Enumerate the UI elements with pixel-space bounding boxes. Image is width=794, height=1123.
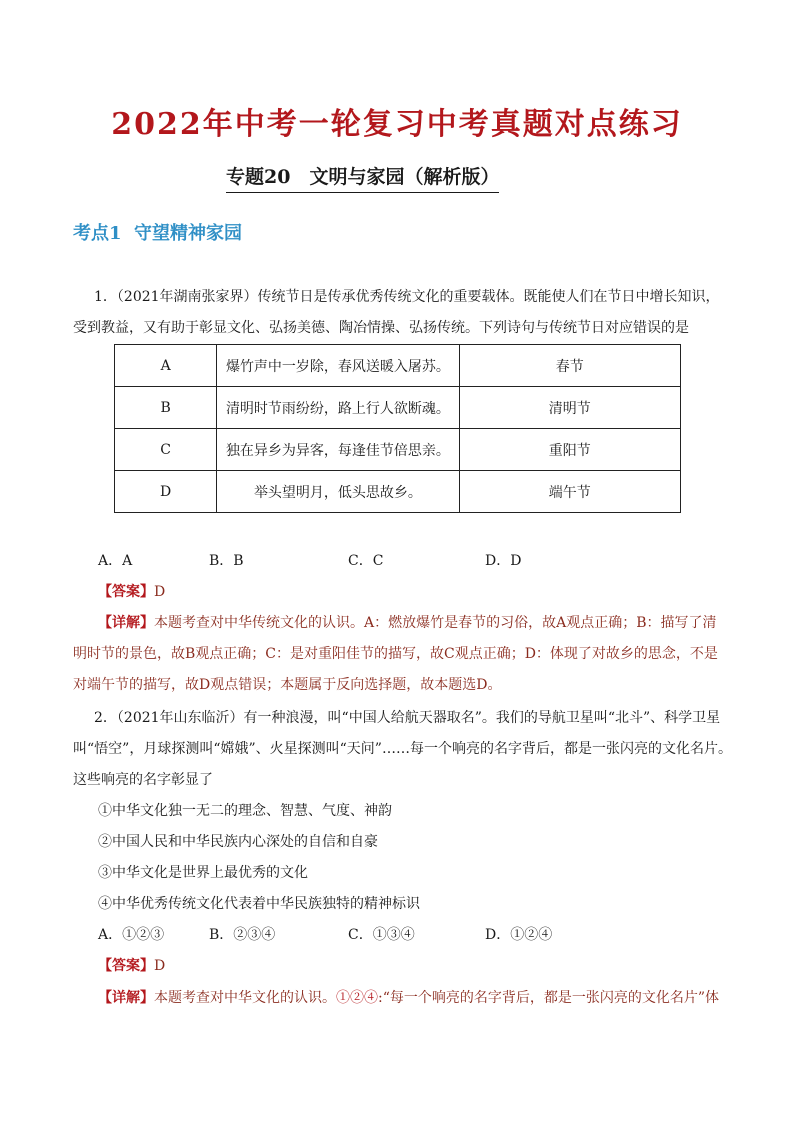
row-festival: 重阳节 <box>459 429 680 471</box>
q2-detail-line1 <box>98 988 719 1008</box>
detail-tag: 【详解】 <box>98 615 154 631</box>
q1-table <box>114 344 681 513</box>
row-letter: D <box>115 471 217 513</box>
q1-option-b: B．B <box>209 553 244 569</box>
row-letter: B <box>115 387 217 429</box>
q2-stem-line2: 叫“悟空”，月球探测叫“嫦娥”、火星探测叫“天问”……每一个响亮的名字背后，都是一张闪亮的文化名片。 <box>73 741 732 757</box>
section-heading: 考点1 守望精神家园 <box>73 223 243 244</box>
q1-answer <box>98 582 165 602</box>
row-poem: 爆竹声中一岁除，春风送暖入屠苏。 <box>217 345 459 387</box>
answer-tag: 【答案】 <box>98 584 154 600</box>
answer-tag: 【答案】 <box>98 958 154 974</box>
row-festival: 春节 <box>459 345 680 387</box>
q2-option-c: C．①③④ <box>348 927 415 943</box>
q2-stem-line1: 2．（2021年山东临沂）有一种浪漫，叫“中国人给航天器取名”。我们的导航卫星叫“北斗”、科学卫星 <box>94 710 721 726</box>
row-festival: 清明节 <box>459 387 680 429</box>
q1-option-d: D．D <box>485 553 522 569</box>
q2-stem-line3: 这些响亮的名字彰显了 <box>73 772 213 788</box>
row-poem: 清明时节雨纷纷，路上行人欲断魂。 <box>217 387 459 429</box>
detail-numbers: ①②④ <box>336 990 378 1006</box>
q1-stem-line2: 受到教益，又有助于彰显文化、弘扬美德、陶冶情操、弘扬传统。下列诗句与传统节日对应错误的是 <box>73 320 689 336</box>
q2-item-2: ②中国人民和中华民族内心深处的自信和自豪 <box>98 834 378 850</box>
detail-text: 本题考查对中华文化的认识。 <box>154 990 336 1006</box>
q2-option-d: D．①②④ <box>485 927 553 943</box>
detail-tag: 【详解】 <box>98 990 154 1006</box>
q1-stem-line1: 1．（2021年湖南张家界）传统节日是传承优秀传统文化的重要载体。既能使人们在节日中增长知识， <box>94 289 720 305</box>
q2-item-4: ④中华优秀传统文化代表着中华民族独特的精神标识 <box>98 896 420 912</box>
table-row <box>115 387 681 429</box>
q1-detail-line3: 对端午节的描写，故D观点错误；本题属于反向选择题，故本题选D。 <box>73 677 502 693</box>
q1-detail-line1 <box>98 613 717 633</box>
detail-text: 本题考查对中华传统文化的认识。A：燃放爆竹是春节的习俗，故A观点正确；B：描写了清 <box>154 615 717 631</box>
table-row <box>115 429 681 471</box>
q2-option-a: A．①②③ <box>98 927 165 943</box>
table-row <box>115 471 681 513</box>
q2-option-b: B．②③④ <box>209 927 276 943</box>
q1-option-c: C．C <box>348 553 384 569</box>
answer-value: D <box>154 958 166 974</box>
answer-value: D <box>154 584 166 600</box>
row-poem: 举头望明月，低头思故乡。 <box>217 471 459 513</box>
q1-option-a: A．A <box>98 553 133 569</box>
q2-item-3: ③中华文化是世界上最优秀的文化 <box>98 865 308 881</box>
row-poem: 独在异乡为异客，每逢佳节倍思亲。 <box>217 429 459 471</box>
q2-answer <box>98 956 165 976</box>
document-title: 2022年中考一轮复习中考真题对点练习 <box>111 107 683 142</box>
document-subtitle: 专题20 文明与家园（解析版） <box>226 164 499 193</box>
row-festival: 端午节 <box>459 471 680 513</box>
detail-quote: :“每一个响亮的名字背后，都是一张闪亮的文化名片”体 <box>378 990 720 1006</box>
table-row <box>115 345 681 387</box>
row-letter: A <box>115 345 217 387</box>
q1-detail-line2: 明时节的景色，故B观点正确；C：是对重阳佳节的描写，故C观点正确；D：体现了对故乡的思念，不是 <box>73 646 718 662</box>
row-letter: C <box>115 429 217 471</box>
q2-item-1: ①中华文化独一无二的理念、智慧、气度、神韵 <box>98 803 392 819</box>
